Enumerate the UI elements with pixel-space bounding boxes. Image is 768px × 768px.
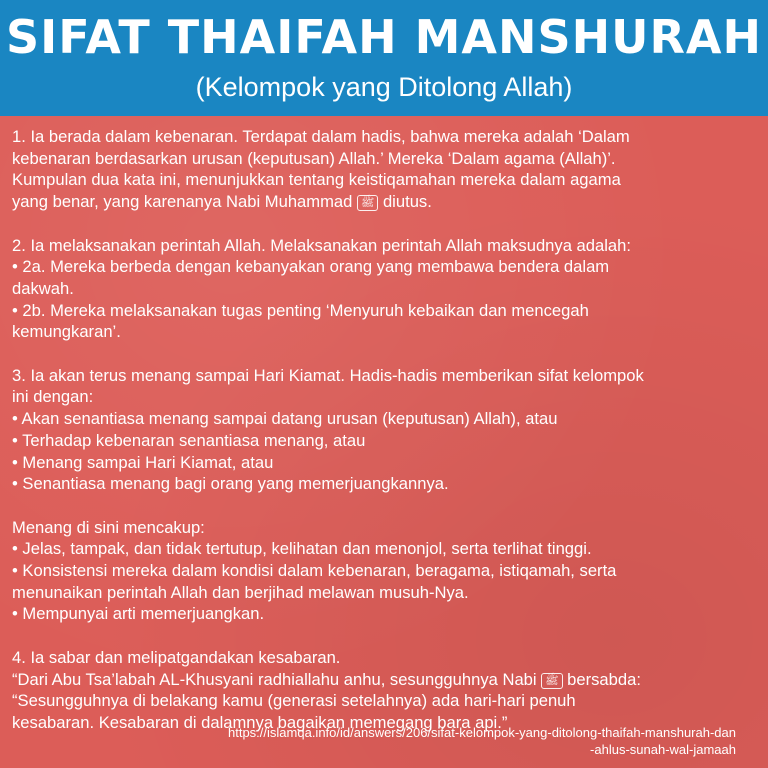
- bullet-item: • Konsistensi mereka dalam kondisi dalam kebenaran, beragama, istiqamah, serta: [12, 561, 617, 581]
- bullet-item: • 2b. Mereka melaksanakan tugas penting ‘Menyuruh kebaikan dan mencegah: [12, 300, 589, 320]
- text-line: 3. Ia akan terus menang sampai Hari Kiamat. Hadis-hadis memberikan sifat kelompok: [12, 365, 644, 385]
- text-line: 4. Ia sabar dan melipatgandakan kesabaran.: [12, 647, 341, 667]
- text-segment: “Dari Abu Tsa’labah AL-Khusyani radhiallahu anhu, sesungguhnya Nabi: [12, 669, 537, 689]
- section-3: [12, 365, 762, 495]
- text-line: Menang di sini mencakup:: [12, 517, 205, 537]
- section-4: [12, 647, 762, 734]
- bullet-item: • Menang sampai Hari Kiamat, atau: [12, 452, 274, 472]
- bullet-item: • Akan senantiasa menang sampai datang urusan (keputusan) Allah), atau: [12, 409, 558, 429]
- salawat-icon: ﷺ: [357, 195, 378, 211]
- text-segment: diutus.: [382, 192, 432, 212]
- bullet-item: • Senantiasa menang bagi orang yang memerjuangkannya.: [12, 474, 449, 494]
- header-banner: [0, 0, 768, 116]
- source-url-line-1: https://islamqa.info/id/answers/206/sifat-kelompok-yang-ditolong-thaifah-manshurah-dan: [228, 725, 736, 740]
- salawat-icon: ﷺ: [541, 673, 562, 689]
- text-line: 2. Ia melaksanakan perintah Allah. Melaksanakan perintah Allah maksudnya adalah:: [12, 235, 631, 255]
- text-line: Kumpulan dua kata ini, menunjukkan tentang keistiqamahan mereka dalam agama: [12, 170, 621, 190]
- bullet-item: • Terhadap kebenaran senantiasa menang, atau: [12, 430, 366, 450]
- page-title: SIFAT THAIFAH MANSHURAH: [5, 10, 763, 64]
- text-line: [12, 669, 762, 691]
- section-winning: [12, 517, 762, 626]
- source-url-line-2: -ahlus-sunah-wal-jamaah: [590, 742, 736, 757]
- body-text: [12, 126, 762, 734]
- section-1: [12, 126, 762, 213]
- section-2: [12, 235, 762, 344]
- page-subtitle: (Kelompok yang Ditolong Allah): [195, 72, 573, 102]
- text-line: “Sesungguhnya di belakang kamu (generasi setelahnya) ada hari-hari penuh: [12, 691, 576, 711]
- text-segment: yang benar, yang karenanya Nabi Muhammad: [12, 192, 353, 212]
- text-line: kebenaran berdasarkan urusan (keputusan) Allah.’ Mereka ‘Dalam agama (Allah)’.: [12, 148, 616, 168]
- text-line: kemungkaran’.: [12, 322, 121, 342]
- bullet-item: • Jelas, tampak, dan tidak tertutup, kelihatan dan menonjol, serta terlihat tinggi.: [12, 539, 592, 559]
- text-line: [12, 191, 762, 213]
- text-line: menunaikan perintah Allah dan berjihad melawan musuh-Nya.: [12, 582, 469, 602]
- text-line: ini dengan:: [12, 387, 94, 407]
- text-line: 1. Ia berada dalam kebenaran. Terdapat dalam hadis, bahwa mereka adalah ‘Dalam: [12, 127, 630, 146]
- source-citation: [228, 724, 736, 758]
- text-line: dakwah.: [12, 278, 74, 298]
- text-segment: bersabda:: [567, 669, 641, 689]
- bullet-item: • 2a. Mereka berbeda dengan kebanyakan orang yang membawa bendera dalam: [12, 257, 610, 277]
- bullet-item: • Mempunyai arti memerjuangkan.: [12, 604, 265, 624]
- text-line: kesabaran. Kesabaran di dalamnya bagaikan memegang bara api.”: [12, 712, 508, 732]
